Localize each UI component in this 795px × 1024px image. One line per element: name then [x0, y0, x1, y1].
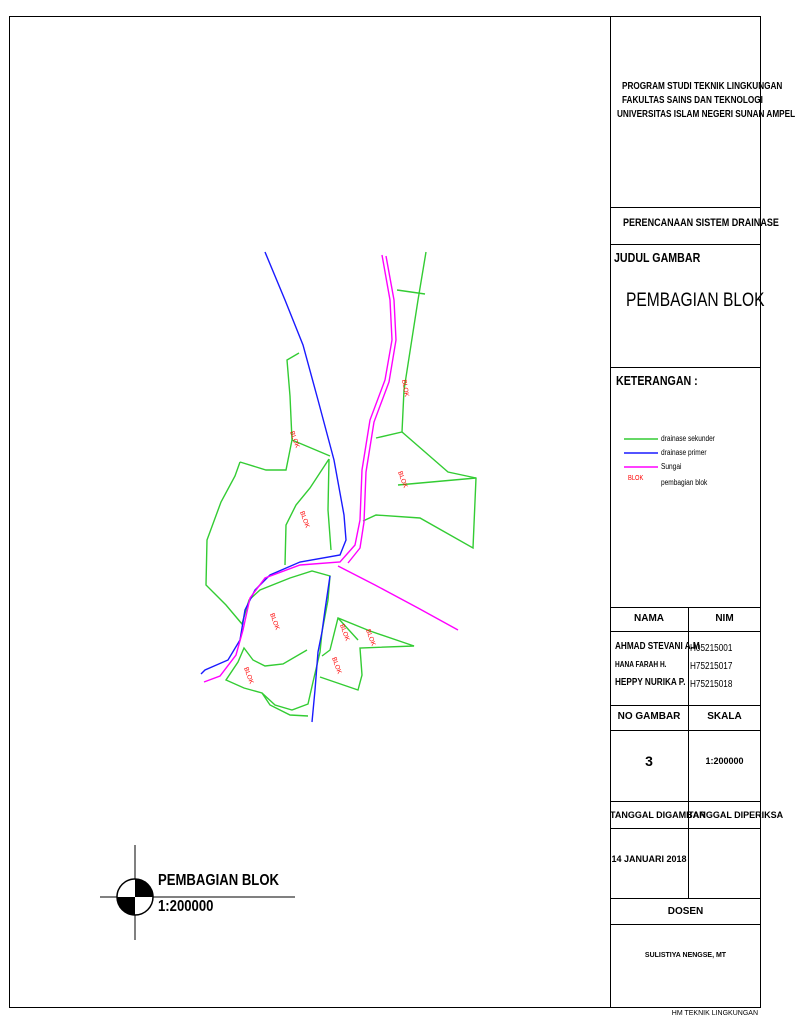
- legend-label-block: pembagian blok: [661, 478, 708, 487]
- divider: [610, 705, 761, 706]
- judul-gambar-value: PEMBAGIAN BLOK: [626, 290, 765, 311]
- skala-label: SKALA: [707, 711, 742, 722]
- legend-label-primary: drainase primer: [661, 448, 707, 457]
- student-name-1: AHMAD STEVANI A.M: [615, 641, 700, 652]
- block-label: BLOK: [364, 628, 377, 647]
- legend-label-river: Sungai: [661, 462, 682, 471]
- student-name-2: HANA FARAH H.: [615, 660, 667, 669]
- no-gambar-label: NO GAMBAR: [617, 711, 681, 722]
- block-labels: [242, 379, 410, 685]
- primary-drainage: [201, 252, 346, 722]
- block-label: BLOK: [288, 430, 301, 449]
- block-label: BLOK: [242, 666, 255, 685]
- student-nim-3: H75215018: [690, 679, 733, 690]
- legend-label-secondary: drainase sekunder: [661, 434, 715, 443]
- judul-gambar-label: JUDUL GAMBAR: [614, 250, 701, 265]
- divider: [610, 730, 761, 731]
- divider: [610, 924, 761, 925]
- nama-header: NAMA: [634, 613, 664, 624]
- divider: [688, 705, 689, 898]
- tanggal-diperiksa-label: TANGGAL DIPERIKSA: [688, 810, 784, 820]
- river: [204, 255, 458, 682]
- no-gambar-value: 3: [645, 753, 653, 769]
- student-nim-1: H05215001: [690, 643, 733, 654]
- institution-line-1: PROGRAM STUDI TEKNIK LINGKUNGAN: [622, 81, 783, 92]
- divider: [610, 207, 761, 208]
- footer-label: HM TEKNIK LINGKUNGAN: [671, 1010, 758, 1017]
- block-label: BLOK: [298, 510, 311, 529]
- divider: [610, 898, 761, 899]
- block-label: BLOK: [400, 379, 410, 398]
- divider: [610, 244, 761, 245]
- drawing-scale: 1:200000: [158, 898, 214, 915]
- tanggal-digambar-value: 14 JANUARI 2018: [611, 854, 687, 864]
- skala-value: 1:200000: [705, 756, 744, 766]
- block-label: BLOK: [330, 656, 343, 675]
- dosen-label: DOSEN: [667, 906, 704, 917]
- drawing-title: PEMBAGIAN BLOK: [158, 872, 280, 889]
- divider: [610, 367, 761, 368]
- dosen-value: SULISTIYA NENGSE, MT: [644, 952, 727, 959]
- project-name: PERENCANAAN SISTEM DRAINASE: [623, 217, 779, 229]
- block-label: BLOK: [268, 612, 281, 631]
- student-name-3: HEPPY NURIKA P.: [615, 677, 686, 688]
- divider: [610, 828, 761, 829]
- tanggal-digambar-label: TANGGAL DIGAMBAR: [610, 810, 706, 820]
- divider: [610, 631, 761, 632]
- keterangan-label: KETERANGAN :: [616, 373, 698, 388]
- block-label: BLOK: [338, 623, 351, 642]
- legend-symbol-blok: BLOK: [628, 475, 644, 482]
- block-label: BLOK: [396, 470, 409, 489]
- institution-line-2: FAKULTAS SAINS DAN TEKNOLOGI: [622, 95, 763, 106]
- nim-header: NIM: [715, 613, 734, 624]
- divider: [610, 801, 761, 802]
- student-nim-2: H75215017: [690, 661, 733, 672]
- institution-line-3: UNIVERSITAS ISLAM NEGERI SUNAN AMPEL: [617, 109, 795, 120]
- divider: [610, 607, 761, 608]
- secondary-drainage: [206, 252, 476, 716]
